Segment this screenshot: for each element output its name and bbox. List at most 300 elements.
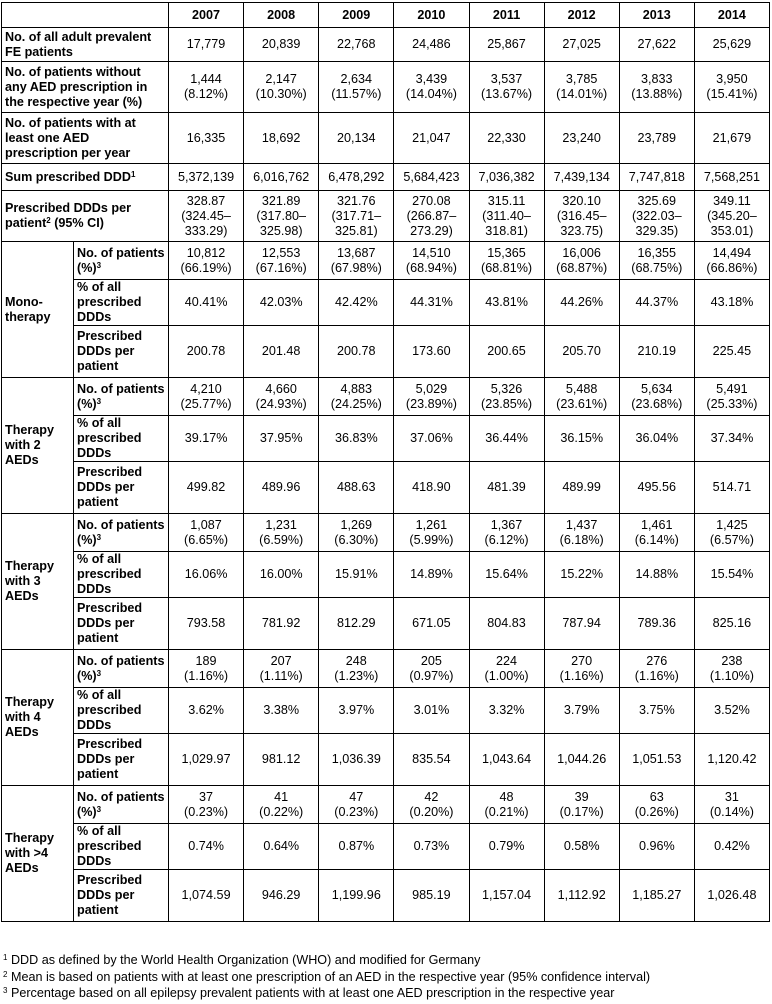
summary-row-label bbox=[2, 62, 169, 113]
value-line: 200.65 bbox=[487, 344, 526, 358]
row-label-text: Prescribed DDDs per patient bbox=[5, 201, 131, 230]
value-cell bbox=[469, 650, 544, 688]
footnote-number: 1 bbox=[3, 953, 8, 962]
value-cell bbox=[694, 514, 769, 552]
value-cell bbox=[544, 326, 619, 378]
footnotes bbox=[3, 952, 650, 1002]
value-line: 325.98) bbox=[259, 223, 303, 238]
value-line: (8.12%) bbox=[184, 87, 229, 101]
value-line: (0.20%) bbox=[409, 804, 454, 819]
value-line: 5,634 bbox=[641, 381, 673, 396]
metric-label bbox=[74, 378, 169, 416]
value-line: 1,444 bbox=[190, 72, 222, 86]
value-line: 0.96% bbox=[638, 839, 675, 853]
value-line: 489.96 bbox=[261, 480, 301, 494]
value-line: 15.91% bbox=[334, 567, 378, 581]
footnote-3 bbox=[3, 985, 650, 1002]
footnote-2 bbox=[3, 969, 650, 986]
value-line: 2,147 bbox=[265, 72, 297, 86]
value-line: 3.75% bbox=[638, 703, 675, 717]
footnote-marker: 3 bbox=[96, 396, 102, 406]
value-line: 1,199.96 bbox=[331, 888, 381, 902]
value-line: 418.90 bbox=[412, 480, 451, 494]
value-line: (68.87%) bbox=[556, 260, 608, 275]
value-line: (6.30%) bbox=[334, 532, 379, 547]
value-cell bbox=[694, 734, 769, 786]
value-line: 41 bbox=[274, 789, 289, 804]
value-line: 21,047 bbox=[412, 130, 451, 145]
group-first-row bbox=[2, 786, 770, 824]
value-line: (316.45– bbox=[556, 208, 607, 223]
value-cell bbox=[619, 514, 694, 552]
value-cell bbox=[319, 870, 394, 922]
value-cell bbox=[619, 786, 694, 824]
value-cell bbox=[469, 514, 544, 552]
value-line: 14,510 bbox=[412, 245, 451, 260]
value-line: (68.94%) bbox=[405, 260, 457, 275]
value-cell bbox=[694, 378, 769, 416]
year-header-2011: 2011 bbox=[469, 3, 544, 28]
footnote-text: Percentage based on all epilepsy prevalent patients with at least one AED prescription in the respective year bbox=[7, 986, 615, 1000]
group-label: Therapy with 2 AEDs bbox=[2, 378, 74, 514]
value-cell bbox=[469, 280, 544, 326]
value-line: 44.31% bbox=[410, 295, 453, 309]
value-cell bbox=[244, 113, 319, 164]
value-cell bbox=[694, 28, 769, 62]
value-line: (6.65%) bbox=[184, 532, 229, 547]
group-first-row bbox=[2, 514, 770, 552]
value-line: (23.68%) bbox=[631, 396, 683, 411]
value-cell bbox=[169, 824, 244, 870]
metric-label bbox=[74, 514, 169, 552]
value-line: 22,330 bbox=[487, 130, 526, 145]
value-line: 789.36 bbox=[637, 616, 677, 630]
value-line: 42.03% bbox=[259, 295, 303, 309]
value-line: 47 bbox=[349, 789, 364, 804]
metric-label bbox=[74, 824, 169, 870]
value-line: (15.41%) bbox=[706, 87, 758, 101]
value-cell bbox=[244, 280, 319, 326]
value-line: 488.63 bbox=[337, 480, 376, 494]
value-line: 671.05 bbox=[412, 616, 451, 630]
value-line: 6,478,292 bbox=[328, 169, 385, 184]
value-cell bbox=[619, 462, 694, 514]
value-cell bbox=[469, 326, 544, 378]
value-cell bbox=[619, 242, 694, 280]
row-label-text: Sum prescribed DDD bbox=[5, 169, 131, 184]
value-line: 36.04% bbox=[635, 431, 679, 445]
value-line: 328.87 bbox=[186, 193, 226, 208]
value-cell bbox=[619, 416, 694, 462]
value-cell bbox=[619, 326, 694, 378]
summary-row-label bbox=[2, 28, 169, 62]
value-line: 1,231 bbox=[265, 517, 297, 532]
value-cell bbox=[319, 191, 394, 242]
year-header-row bbox=[2, 3, 770, 28]
value-cell bbox=[319, 552, 394, 598]
value-line: 207 bbox=[270, 653, 292, 668]
value-cell bbox=[169, 113, 244, 164]
value-line: 14.88% bbox=[635, 567, 679, 581]
value-cell bbox=[469, 462, 544, 514]
value-line: (322.03– bbox=[631, 208, 682, 223]
year-header-2014: 2014 bbox=[694, 3, 769, 28]
group-label: Therapy with >4 AEDs bbox=[2, 786, 74, 922]
row-label-text: % of all prescribed DDDs bbox=[77, 280, 142, 324]
value-line: (1.16%) bbox=[634, 668, 679, 683]
value-line: 985.19 bbox=[412, 888, 451, 902]
value-cell bbox=[319, 688, 394, 734]
value-line: 3.79% bbox=[563, 703, 600, 717]
value-line: (11.57%) bbox=[331, 87, 382, 101]
value-cell bbox=[469, 824, 544, 870]
value-cell bbox=[169, 280, 244, 326]
value-line: 189 bbox=[195, 653, 217, 668]
value-line: 13,687 bbox=[337, 245, 376, 260]
row-label-text: No. of patients (%) bbox=[77, 789, 165, 819]
value-line: (10.30%) bbox=[255, 87, 307, 101]
row-label-text: Prescribed DDDs per patient bbox=[77, 465, 143, 509]
value-line: 63 bbox=[649, 789, 664, 804]
row-label-text: Prescribed DDDs per patient bbox=[77, 737, 143, 781]
value-line: 7,747,818 bbox=[628, 169, 685, 184]
value-line: (23.85%) bbox=[481, 396, 533, 411]
value-cell bbox=[244, 62, 319, 113]
row-label-suffix: (95% CI) bbox=[50, 216, 104, 230]
row-label-text: No. of patients (%) bbox=[77, 381, 165, 411]
value-cell bbox=[394, 378, 469, 416]
value-cell bbox=[394, 688, 469, 734]
year-header-2012: 2012 bbox=[544, 3, 619, 28]
value-cell bbox=[619, 62, 694, 113]
value-cell bbox=[469, 734, 544, 786]
group-row bbox=[2, 734, 770, 786]
summary-row-label bbox=[2, 113, 169, 164]
value-line: 39.17% bbox=[184, 431, 228, 445]
value-cell bbox=[244, 462, 319, 514]
header-corner-cell bbox=[2, 3, 169, 28]
value-cell bbox=[619, 552, 694, 598]
value-cell bbox=[544, 824, 619, 870]
value-line: 200.78 bbox=[337, 344, 376, 358]
value-line: 1,367 bbox=[490, 517, 523, 532]
value-cell bbox=[619, 113, 694, 164]
value-cell bbox=[544, 242, 619, 280]
value-line: 325.69 bbox=[637, 193, 677, 208]
value-line: 1,029.97 bbox=[181, 752, 231, 766]
value-cell bbox=[694, 824, 769, 870]
value-line: 353.01) bbox=[710, 223, 754, 238]
value-line: (6.18%) bbox=[559, 532, 604, 547]
value-line: (1.16%) bbox=[184, 668, 229, 683]
summary-row bbox=[2, 164, 770, 191]
value-line: 1,112.92 bbox=[557, 888, 606, 902]
value-line: 3.01% bbox=[413, 703, 450, 717]
value-line: (68.75%) bbox=[631, 260, 683, 275]
group-first-row bbox=[2, 378, 770, 416]
value-line: 781.92 bbox=[261, 616, 301, 630]
value-line: 16.06% bbox=[184, 567, 228, 581]
metric-label bbox=[74, 688, 169, 734]
value-cell bbox=[319, 326, 394, 378]
value-line: 1,036.39 bbox=[331, 752, 381, 766]
footnote-number: 3 bbox=[3, 986, 8, 995]
value-line: 7,568,251 bbox=[703, 169, 760, 184]
year-header-2007: 2007 bbox=[169, 3, 244, 28]
value-line: 1,185.27 bbox=[632, 888, 682, 902]
value-line: 787.94 bbox=[562, 616, 601, 630]
group-row bbox=[2, 552, 770, 598]
value-cell bbox=[469, 870, 544, 922]
value-line: 15.22% bbox=[560, 567, 604, 581]
value-cell bbox=[244, 598, 319, 650]
value-cell bbox=[394, 280, 469, 326]
value-cell bbox=[244, 416, 319, 462]
value-line: 3.97% bbox=[338, 703, 375, 717]
value-line: 1,269 bbox=[340, 517, 373, 532]
value-cell bbox=[394, 462, 469, 514]
row-label-text: No. of patients (%) bbox=[77, 245, 165, 275]
value-cell bbox=[169, 786, 244, 824]
group-row bbox=[2, 326, 770, 378]
value-cell bbox=[319, 786, 394, 824]
value-line: 1,087 bbox=[190, 517, 222, 532]
value-line: 15,365 bbox=[487, 245, 526, 260]
value-line: 22,768 bbox=[337, 37, 376, 51]
metric-label bbox=[74, 734, 169, 786]
metric-label bbox=[74, 598, 169, 650]
value-line: 210.19 bbox=[637, 344, 677, 358]
value-cell bbox=[394, 191, 469, 242]
value-line: (5.99%) bbox=[409, 532, 454, 547]
row-label-text: Prescribed DDDs per patient bbox=[77, 873, 143, 917]
value-line: 3.62% bbox=[188, 703, 224, 717]
value-cell bbox=[544, 416, 619, 462]
value-cell bbox=[394, 62, 469, 113]
value-cell bbox=[319, 514, 394, 552]
value-line: 804.83 bbox=[487, 616, 526, 630]
value-cell bbox=[694, 650, 769, 688]
footnote-marker: 3 bbox=[96, 804, 102, 814]
value-cell bbox=[169, 734, 244, 786]
value-line: 205.70 bbox=[562, 344, 601, 358]
value-cell bbox=[169, 416, 244, 462]
value-line: 0.87% bbox=[338, 839, 375, 853]
value-line: 3.32% bbox=[488, 703, 525, 717]
value-cell bbox=[319, 598, 394, 650]
value-line: 1,425 bbox=[716, 517, 748, 532]
value-line: (6.57%) bbox=[709, 532, 754, 547]
value-cell bbox=[244, 191, 319, 242]
value-line: 1,044.26 bbox=[557, 752, 607, 766]
value-line: (13.88%) bbox=[631, 87, 683, 101]
value-line: (14.01%) bbox=[556, 87, 608, 101]
value-cell bbox=[244, 734, 319, 786]
value-cell bbox=[619, 688, 694, 734]
value-line: 14,494 bbox=[712, 245, 752, 260]
metric-label bbox=[74, 552, 169, 598]
value-cell bbox=[244, 164, 319, 191]
value-cell bbox=[169, 326, 244, 378]
year-header-2013: 2013 bbox=[619, 3, 694, 28]
metric-label bbox=[74, 326, 169, 378]
summary-row-label bbox=[2, 164, 169, 191]
value-line: 43.18% bbox=[710, 295, 754, 309]
row-label-text: % of all prescribed DDDs bbox=[77, 824, 142, 868]
value-line: 0.64% bbox=[263, 839, 300, 853]
value-line: 1,026.48 bbox=[707, 888, 757, 902]
value-line: (14.04%) bbox=[405, 87, 457, 101]
value-line: 514.71 bbox=[712, 480, 752, 494]
value-cell bbox=[619, 650, 694, 688]
value-line: 0.74% bbox=[188, 839, 224, 853]
value-line: 1,157.04 bbox=[482, 888, 532, 902]
value-cell bbox=[694, 688, 769, 734]
value-cell bbox=[319, 28, 394, 62]
value-line: (0.17%) bbox=[559, 804, 604, 819]
value-cell bbox=[244, 326, 319, 378]
year-header-2009: 2009 bbox=[319, 3, 394, 28]
value-cell bbox=[319, 650, 394, 688]
value-line: (6.59%) bbox=[259, 532, 304, 547]
value-line: 4,660 bbox=[265, 381, 297, 396]
value-line: (66.86%) bbox=[706, 260, 758, 275]
summary-row-label bbox=[2, 191, 169, 242]
value-line: 20,839 bbox=[261, 37, 301, 51]
value-line: (317.71– bbox=[331, 208, 382, 223]
row-label-text: % of all prescribed DDDs bbox=[77, 552, 142, 596]
metric-label bbox=[74, 242, 169, 280]
row-label-text: No. of patients (%) bbox=[77, 517, 165, 547]
value-line: 37.06% bbox=[410, 431, 453, 445]
value-cell bbox=[694, 113, 769, 164]
value-line: 2,634 bbox=[340, 72, 373, 86]
value-cell bbox=[394, 552, 469, 598]
value-line: 329.35) bbox=[635, 223, 679, 238]
value-cell bbox=[169, 191, 244, 242]
value-line: 1,461 bbox=[641, 517, 673, 532]
value-cell bbox=[394, 598, 469, 650]
value-line: 318.81) bbox=[485, 223, 528, 238]
value-cell bbox=[319, 62, 394, 113]
value-line: 5,491 bbox=[716, 381, 748, 396]
value-line: 200.78 bbox=[186, 344, 226, 358]
value-line: 981.12 bbox=[261, 752, 301, 766]
value-cell bbox=[169, 870, 244, 922]
value-line: 499.82 bbox=[186, 480, 226, 494]
group-label: Therapy with 4 AEDs bbox=[2, 650, 74, 786]
value-line: 238 bbox=[721, 653, 743, 668]
value-cell bbox=[169, 552, 244, 598]
value-line: 4,210 bbox=[190, 381, 222, 396]
row-label-text: No. of patients without any AED prescription in the respective year (%) bbox=[5, 64, 148, 109]
value-line: (24.25%) bbox=[330, 396, 382, 411]
value-cell bbox=[619, 28, 694, 62]
value-line: 1,261 bbox=[415, 517, 448, 532]
value-cell bbox=[394, 416, 469, 462]
value-line: (68.81%) bbox=[481, 260, 533, 275]
group-row bbox=[2, 824, 770, 870]
value-cell bbox=[244, 378, 319, 416]
value-line: 10,812 bbox=[186, 245, 226, 260]
value-line: 0.58% bbox=[563, 839, 600, 853]
value-line: 3.38% bbox=[263, 703, 300, 717]
value-cell bbox=[469, 28, 544, 62]
footnote-marker: 3 bbox=[96, 532, 102, 542]
value-cell bbox=[619, 378, 694, 416]
summary-row bbox=[2, 113, 770, 164]
footnote-marker: 1 bbox=[130, 169, 136, 179]
value-cell bbox=[544, 378, 619, 416]
value-line: 325.81) bbox=[334, 223, 378, 238]
value-cell bbox=[544, 514, 619, 552]
group-label: Therapy with 3 AEDs bbox=[2, 514, 74, 650]
value-line: 825.16 bbox=[712, 616, 752, 630]
value-line: 323.75) bbox=[560, 223, 604, 238]
value-line: (6.12%) bbox=[484, 532, 529, 547]
group-first-row bbox=[2, 242, 770, 280]
value-line: 14.89% bbox=[410, 567, 453, 581]
footnote-number: 2 bbox=[3, 969, 8, 979]
value-line: 5,372,139 bbox=[178, 169, 235, 184]
value-cell bbox=[694, 62, 769, 113]
value-line: 3,833 bbox=[641, 72, 673, 86]
value-line: 946.29 bbox=[261, 888, 301, 902]
value-cell bbox=[544, 598, 619, 650]
summary-row bbox=[2, 191, 770, 242]
value-line: 23,789 bbox=[637, 130, 677, 145]
value-cell bbox=[394, 514, 469, 552]
value-line: (266.87– bbox=[406, 208, 457, 223]
row-label-text: Prescribed DDDs per patient bbox=[77, 329, 143, 373]
value-cell bbox=[544, 28, 619, 62]
value-cell bbox=[394, 113, 469, 164]
group-row bbox=[2, 462, 770, 514]
value-cell bbox=[619, 734, 694, 786]
value-line: 16,355 bbox=[637, 245, 677, 260]
value-cell bbox=[544, 164, 619, 191]
value-line: 224 bbox=[496, 653, 518, 668]
value-line: 42 bbox=[424, 789, 439, 804]
value-line: 320.10 bbox=[562, 193, 601, 208]
group-row bbox=[2, 598, 770, 650]
value-line: 16.00% bbox=[259, 567, 303, 581]
value-cell bbox=[469, 688, 544, 734]
value-line: (25.77%) bbox=[180, 396, 232, 411]
value-line: (1.00%) bbox=[484, 668, 529, 683]
value-line: (23.61%) bbox=[556, 396, 608, 411]
value-cell bbox=[169, 28, 244, 62]
group-row bbox=[2, 688, 770, 734]
footnote-marker: 3 bbox=[96, 260, 102, 270]
value-cell bbox=[169, 62, 244, 113]
value-cell bbox=[544, 62, 619, 113]
value-cell bbox=[244, 870, 319, 922]
value-line: 39 bbox=[574, 789, 589, 804]
value-line: 349.11 bbox=[713, 193, 751, 208]
value-cell bbox=[694, 598, 769, 650]
value-line: 36.44% bbox=[485, 431, 528, 445]
value-cell bbox=[544, 280, 619, 326]
group-row bbox=[2, 870, 770, 922]
value-cell bbox=[544, 462, 619, 514]
group-first-row bbox=[2, 650, 770, 688]
value-line: 1,120.42 bbox=[707, 752, 757, 766]
value-line: (67.16%) bbox=[255, 260, 307, 275]
value-line: 23,240 bbox=[562, 130, 601, 145]
value-line: 3,785 bbox=[565, 72, 598, 86]
summary-row bbox=[2, 62, 770, 113]
